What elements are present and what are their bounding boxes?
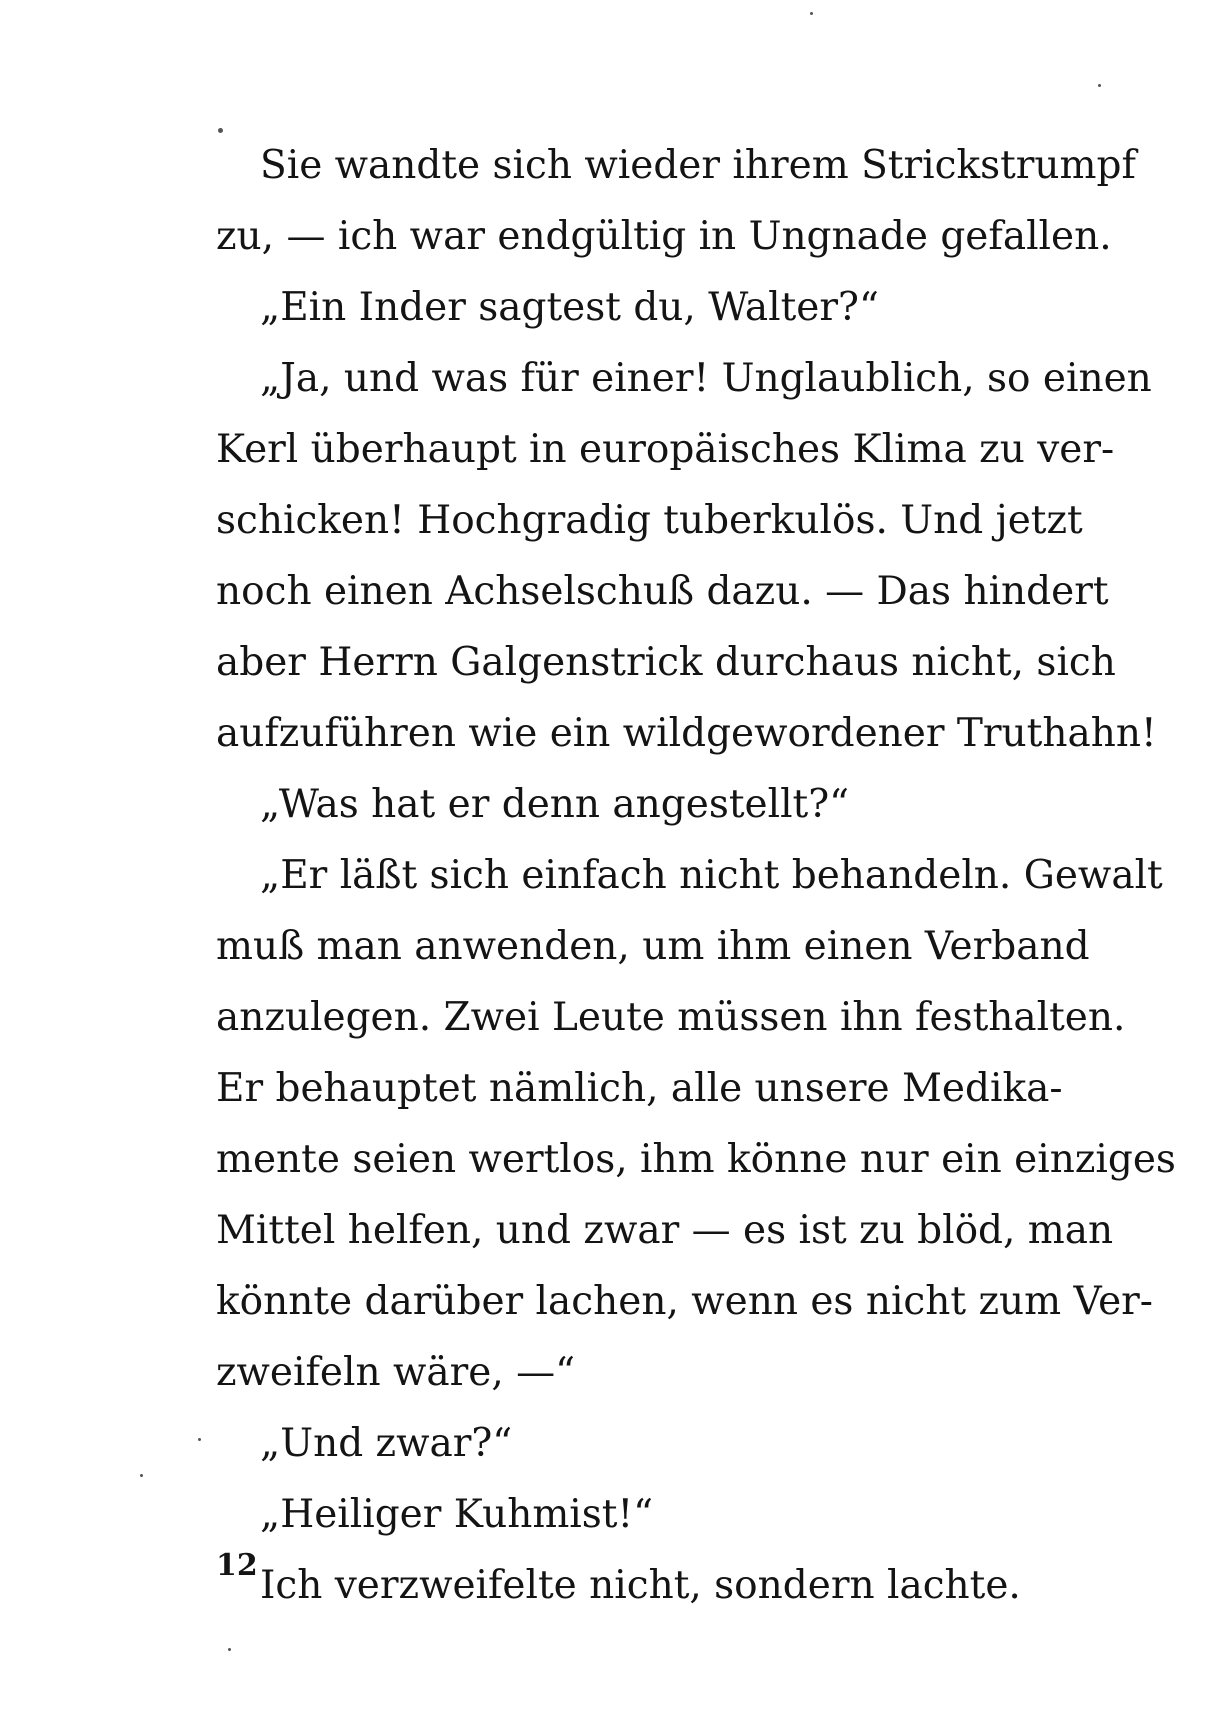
text-line: anzulegen. Zwei Leute müssen ihn festhalten. (216, 995, 1126, 1040)
print-speck (228, 1648, 231, 1651)
body-text (216, 130, 1176, 1621)
text-line: zweifeln wäre, —“ (216, 1350, 576, 1395)
text-line: muß man anwenden, um ihm einen Verband (216, 924, 1090, 969)
page-number: 12 (216, 1548, 258, 1583)
text-line: „Heiliger Kuhmist!“ (260, 1492, 654, 1537)
text-line: könnte darüber lachen, wenn es nicht zum Ver- (216, 1279, 1153, 1324)
print-speck (140, 1474, 143, 1477)
text-line: zu, — ich war endgültig in Ungnade gefallen. (216, 214, 1112, 259)
text-line: „Und zwar?“ (260, 1421, 513, 1466)
print-speck (1098, 84, 1101, 87)
text-line: noch einen Achselschuß dazu. — Das hindert (216, 569, 1109, 614)
text-line: schicken! Hochgradig tuberkulös. Und jetzt (216, 498, 1083, 543)
text-line: Kerl überhaupt in europäisches Klima zu ver- (216, 427, 1115, 472)
text-line: „Ja, und was für einer! Unglaublich, so einen (260, 356, 1152, 401)
text-line: mente seien wertlos, ihm könne nur ein einziges (216, 1137, 1176, 1182)
text-line: aufzuführen wie ein wildgewordener Truthahn! (216, 711, 1157, 756)
print-speck (198, 1438, 201, 1441)
text-line: aber Herrn Galgenstrick durchaus nicht, sich (216, 640, 1116, 685)
text-line: „Er läßt sich einfach nicht behandeln. Gewalt (260, 853, 1163, 898)
text-line: „Was hat er denn angestellt?“ (260, 782, 850, 827)
print-speck (810, 12, 813, 15)
text-line: Mittel helfen, und zwar — es ist zu blöd, man (216, 1208, 1114, 1253)
text-line: Er behauptet nämlich, alle unsere Medika- (216, 1066, 1063, 1111)
text-line: Ich verzweifelte nicht, sondern lachte. (260, 1563, 1021, 1608)
text-line: „Ein Inder sagtest du, Walter?“ (260, 285, 879, 330)
text-line: Sie wandte sich wieder ihrem Strickstrumpf (260, 143, 1136, 188)
